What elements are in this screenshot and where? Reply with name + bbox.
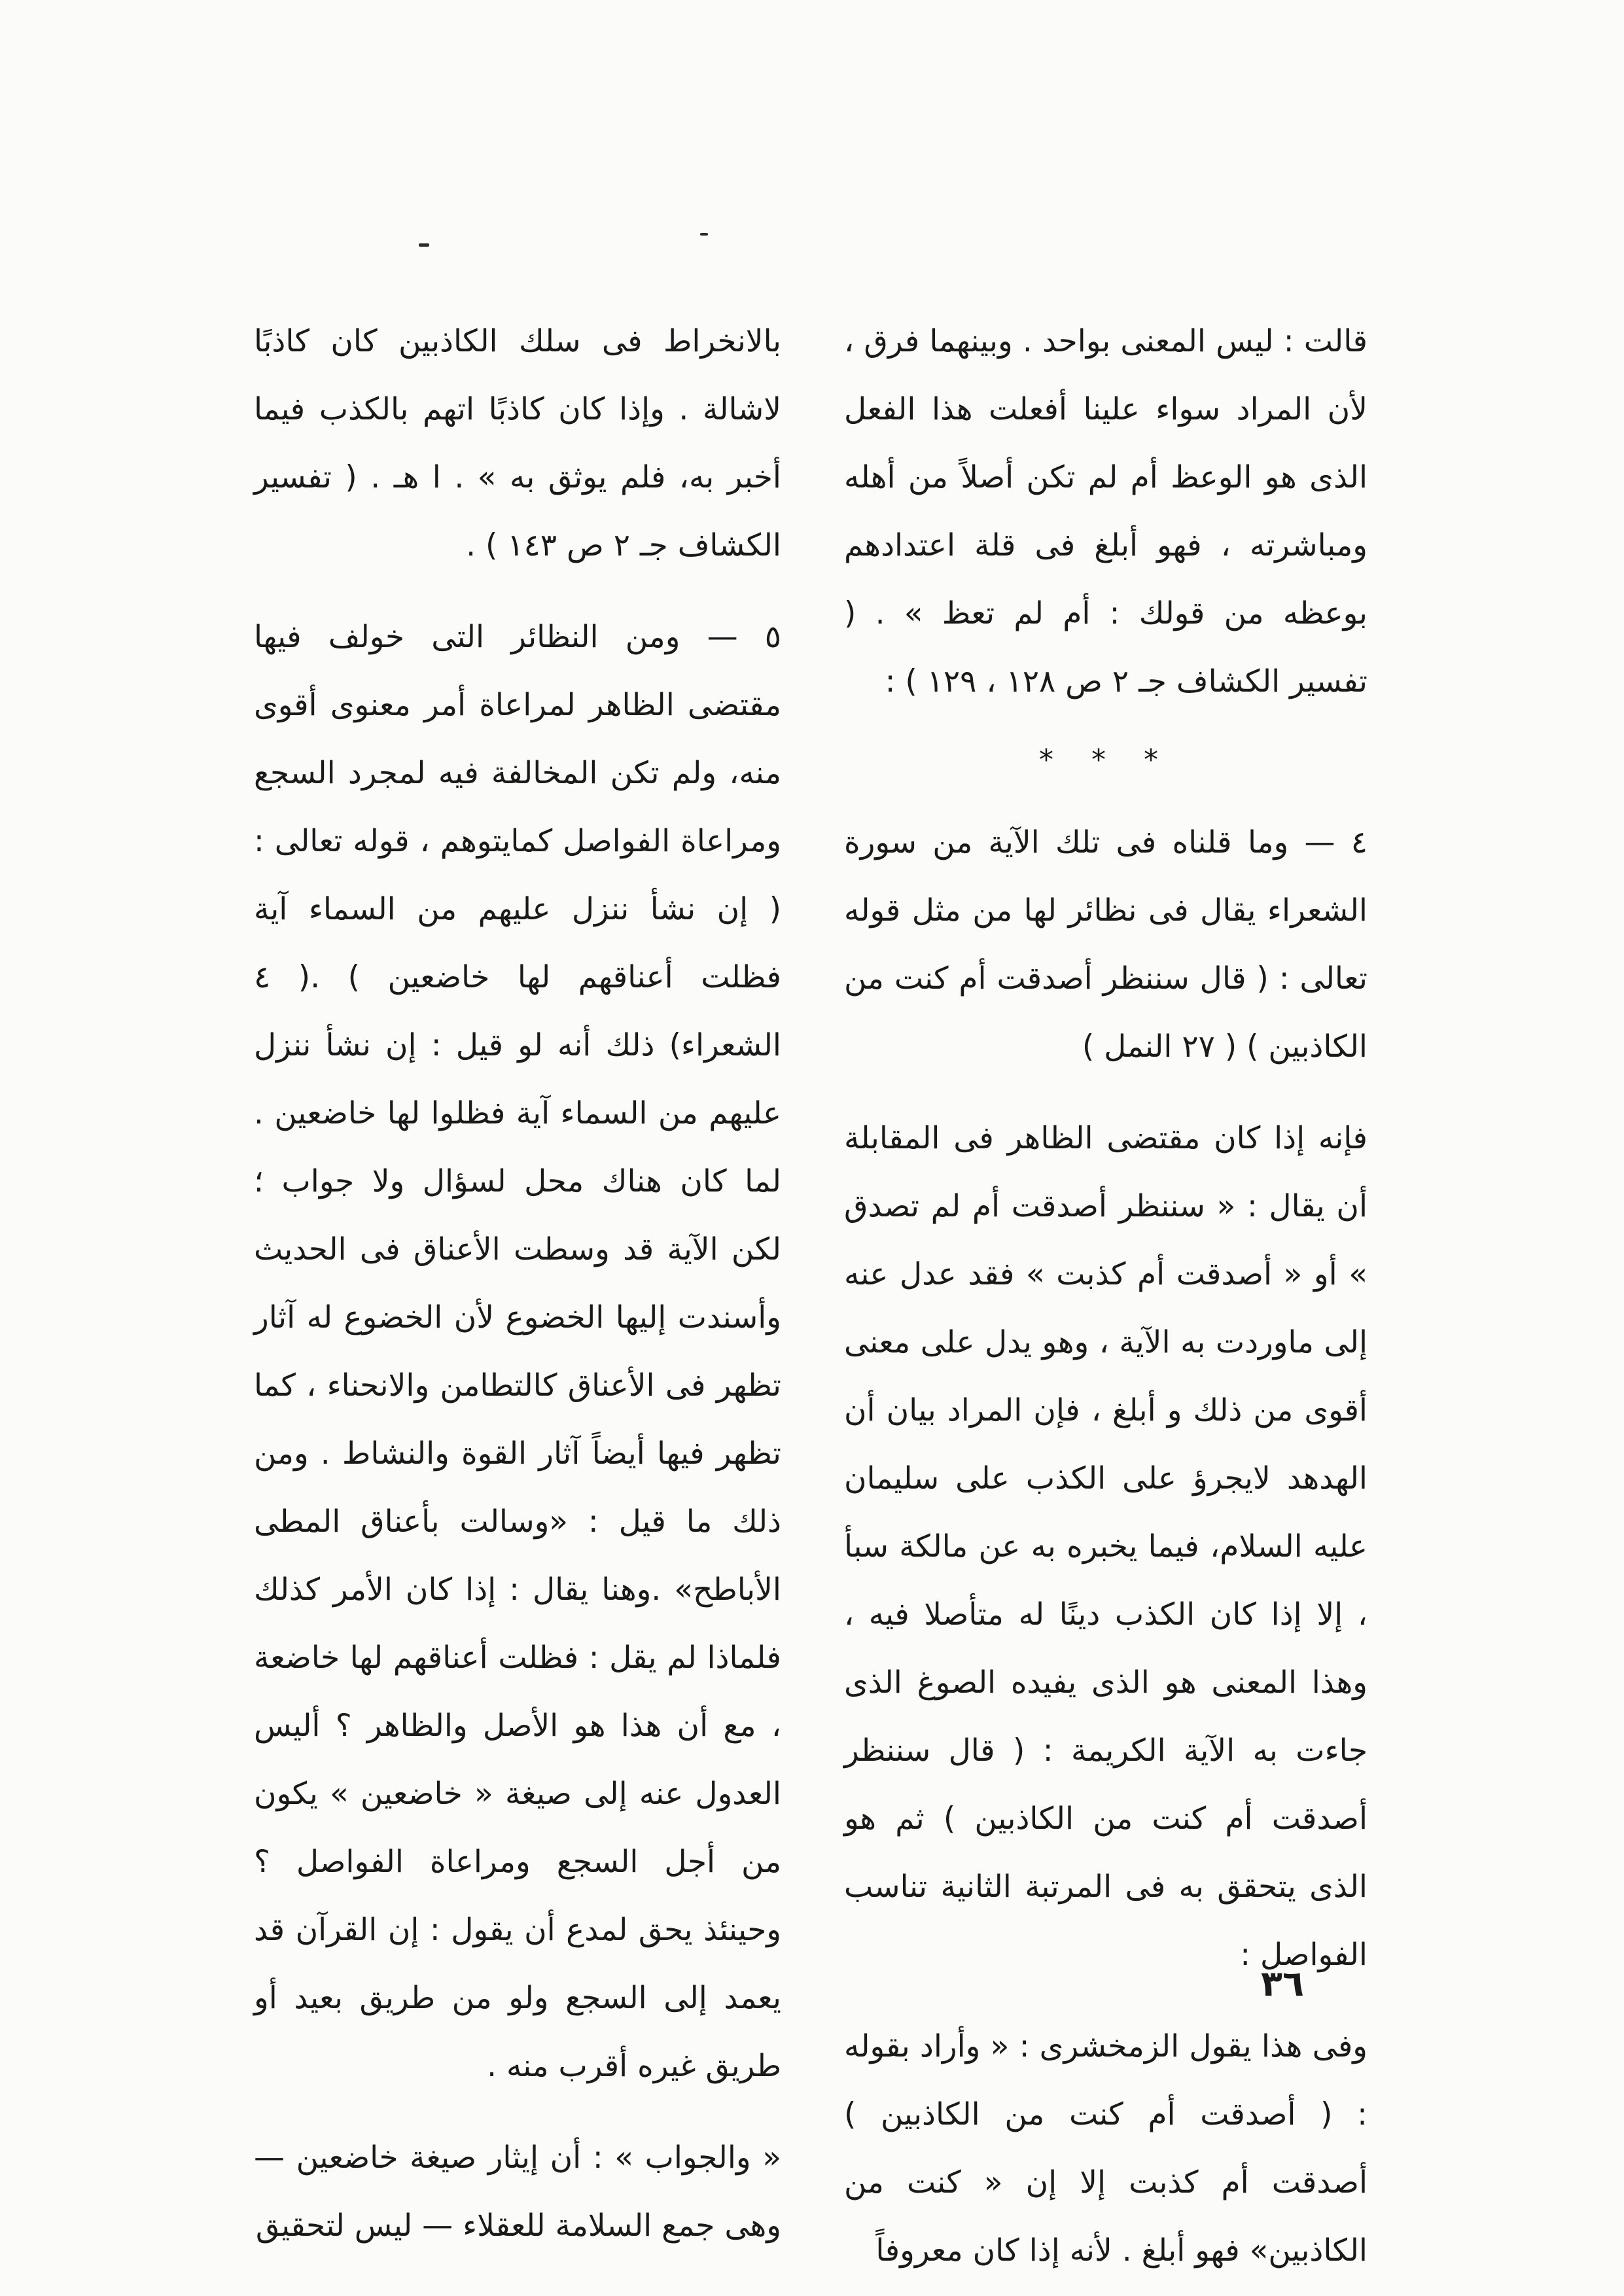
section-separator-stars: * * *	[1039, 743, 1173, 777]
right-paragraph-2: ٤ — وما قلناه فى تلك الآية من سورة الشعراء يقال فى نظائر لها من مثل قوله تعالى : ( قال سننظر أصدقت أم كنت من الكاذبين ) ( ٢٧ النمل )	[844, 824, 1368, 1065]
left-paragraph-3: « والجواب » : أن إيثار صيغة خاضعين — وهى جمع السلامة للعقلاء — ليس لتحقيق	[254, 2140, 781, 2244]
right-paragraph-4: وفى هذا يقول الزمخشرى : « وأراد بقوله : ( أصدقت أم كنت من الكاذبين ) أصدقت أم كذبت إلا إن « كنت من الكاذبين» فهو أبلغ . لأنه إذا كان معروفاً	[844, 2028, 1368, 2269]
left-paragraph-2: ٥ — ومن النظائر التى خولف فيها مقتضى الظاهر لمراعاة أمر معنوى أقوى منه، ولم تكن المخالفة فيه لمجرد السجع ومراعاة الفواصل كمايتوهم ، قوله تعالى : ( إن نشأ ننزل عليهم من السماء آية فظلت أعناقهم لها خاضعين ) .( ٤ الشعراء) ذلك أنه لو قيل : إن نشأ ننزل عليهم من السماء آية فظلوا لها خاضعين . لما كان هناك محل لسؤال ولا جواب ؛ لكن الآية قد وسطت الأعناق فى الحديث وأسندت إليها الخضوع لأن الخضوع له آثار تظهر فى الأعناق كالتطامن والانحناء ، كما تظهر فيها أيضاً آثار القوة والنشاط . ومن ذلك ما قيل : «وسالت بأعناق المطى الأباطح» .وهنا يقال : إذا كان الأمر كذلك فلماذا لم يقل : فظلت أعناقهم لها خاضعة ، مع أن هذا هو الأصل والظاهر ؟ أليس العدول عنه إلى صيغة « خاضعين » يكون من أجل السجع ومراعاة الفواصل ؟ وحينئذ يحق لمدع أن يقول : إن القرآن قد يعمد إلى السجع ولو من طريق بعيد أو طريق غيره أقرب منه .	[254, 619, 781, 2084]
right-paragraph-1: قالت : ليس المعنى بواحد . وبينهما فرق ، لأن المراد سواء علينا أفعلت هذا الفعل الذى هو الوعظ أم لم تكن أصلاً من أهله ومباشرته ، فهو أبلغ فى قلة اعتدادهم بوعظه من قولك : أم لم تعظ » . ( تفسير الكشاف جـ ٢ ص ١٢٨ ، ١٢٩ ) :	[844, 323, 1368, 699]
left-column	[254, 308, 781, 2260]
paragraph-gap	[254, 2100, 781, 2124]
paragraph-gap	[254, 580, 781, 603]
header-mark-left	[419, 243, 429, 247]
right-paragraph-3: فإنه إذا كان مقتضى الظاهر فى المقابلة أن يقال : « سننظر أصدقت أم لم تصدق » أو « أصدقت أم كذبت » فقد عدل عنه إلى ماوردت به الآية ، وهو يدل على معنى أقوى من ذلك و أبلغ ، فإن المراد بيان أن الهدهد لايجرؤ على الكذب على سليمان عليه السلام، فيما يخبره به عن مالكة سبأ ، إلا إذا كان الكذب دينًا له متأصلا فيه ، وهذا المعنى هو الذى يفيده الصوغ الذى جاءت به الآية الكريمة : ( قال سننظر أصدقت أم كنت من الكاذبين ) ثم هو الذى يتحقق به فى المرتبة الثانية تناسب الفواصل :	[844, 1120, 1368, 1973]
page-number: ٣٦	[1261, 1963, 1304, 2004]
left-paragraph-1: بالانخراط فى سلك الكاذبين كان كاذبًا لاشالة . وإذا كان كاذبًا اتهم بالكذب فيما أخبر به، فلم يوثق به » . ا هـ . ( تفسير الكشاف جـ ٢ ص ١٤٣ ) .	[254, 323, 781, 563]
header-mark-right	[700, 233, 708, 236]
paragraph-gap	[844, 1081, 1368, 1104]
